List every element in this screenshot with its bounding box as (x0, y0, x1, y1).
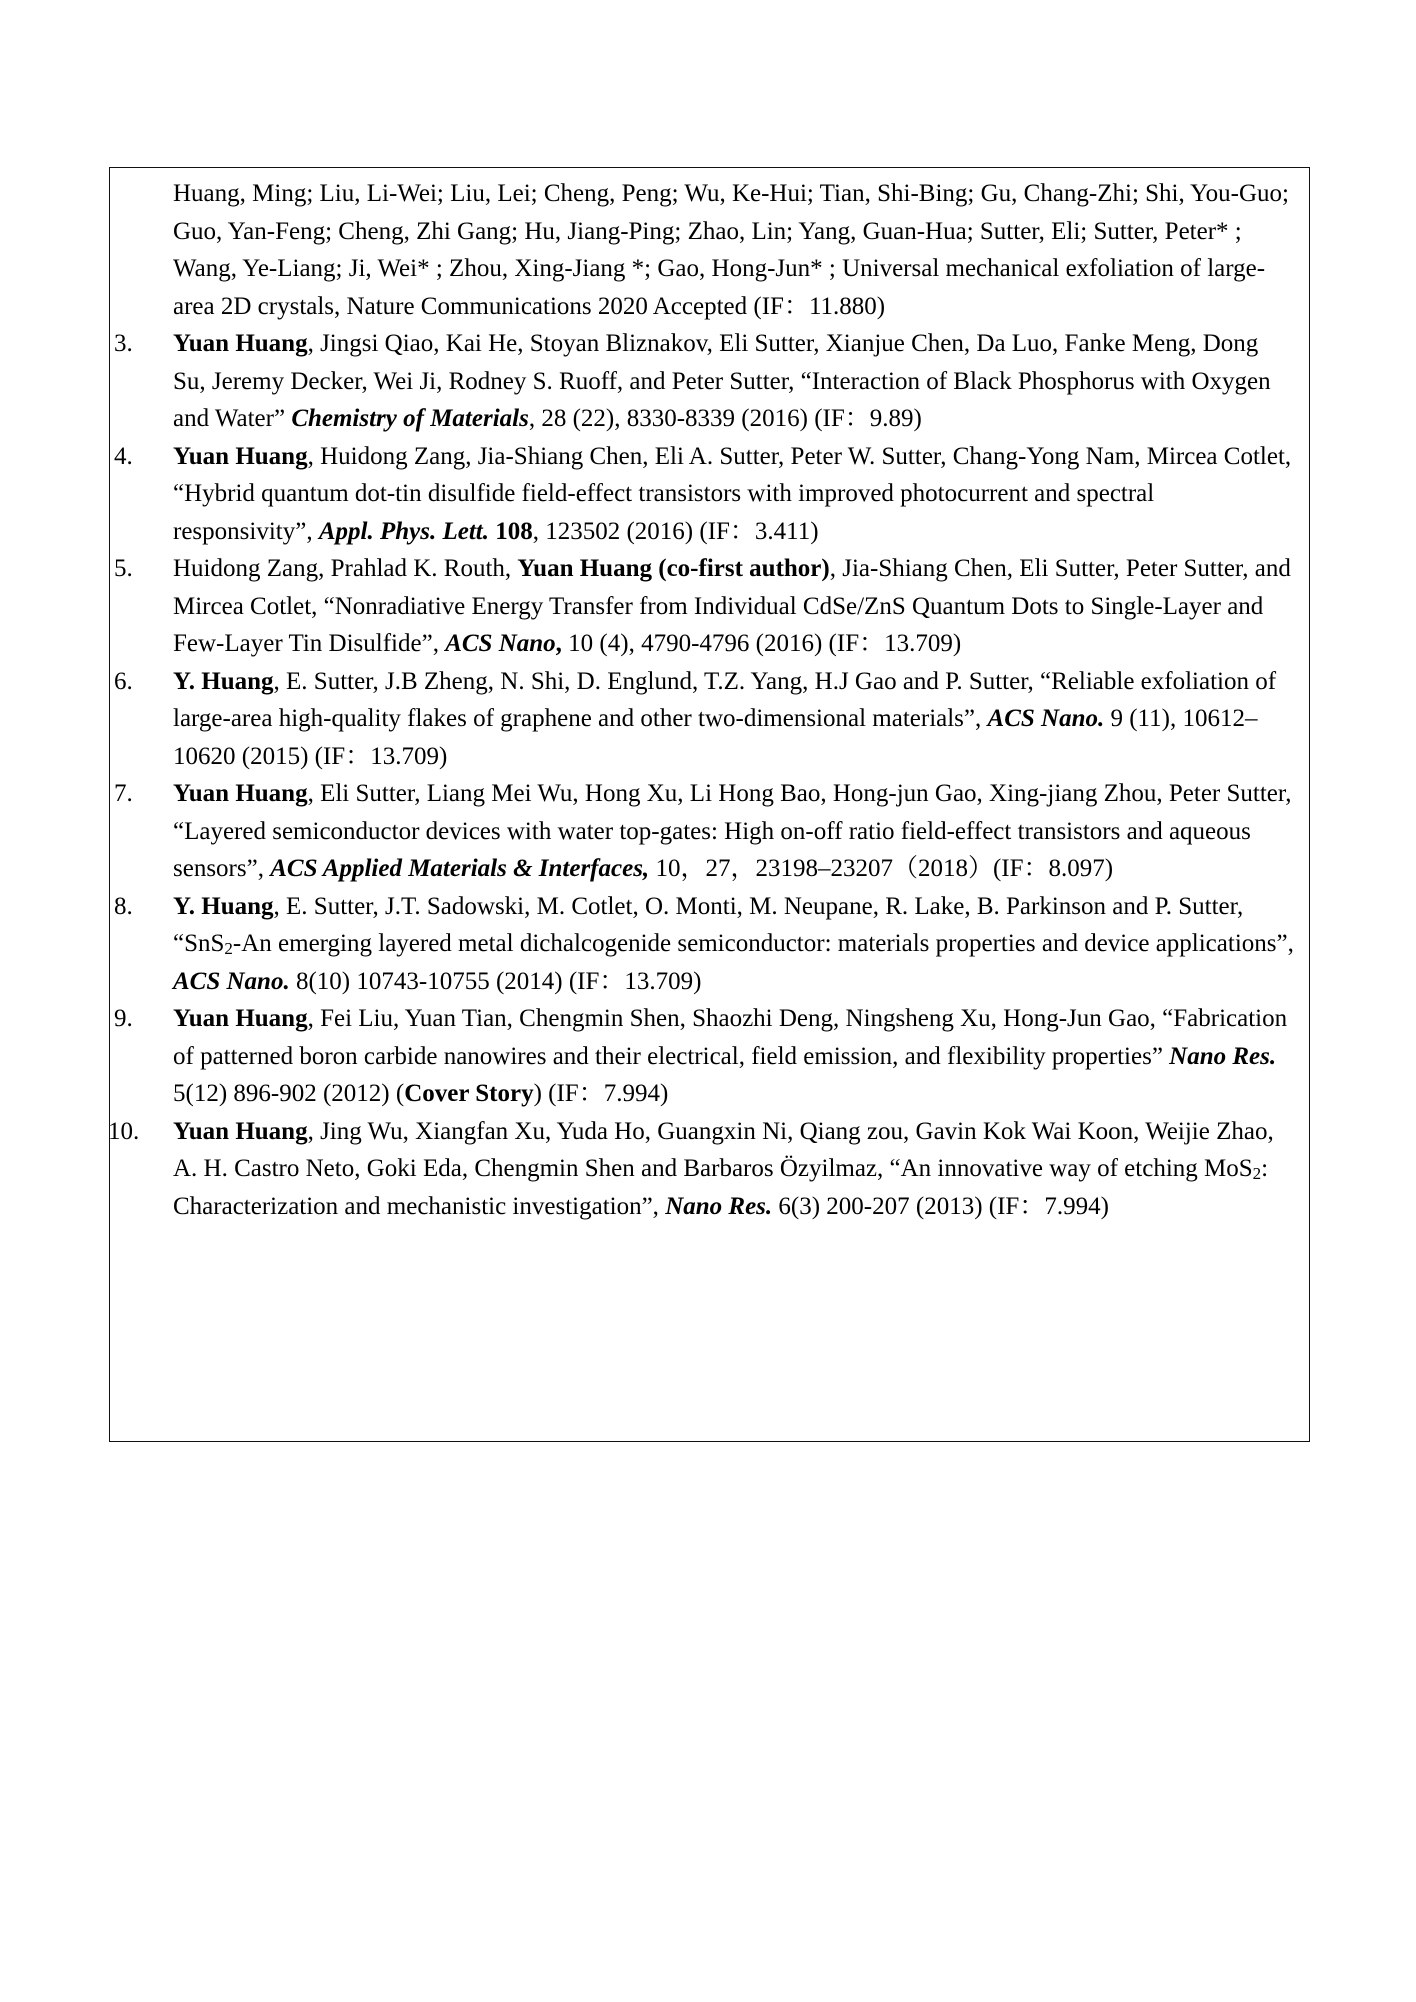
publication-entry (110, 1000, 1309, 1113)
publication-number: 7. (114, 780, 133, 807)
publication-citation (173, 1000, 1297, 1113)
citation-segment: Yuan Huang (173, 1117, 308, 1145)
publication-number: 10. (108, 1117, 140, 1145)
citation-segment: ACS Applied Materials & Interfaces, (270, 855, 650, 882)
citation-segment: , Jing Wu, Xiangfan Xu, Yuda Ho, Guangxin Ni, Qiang zou, Gavin Kok Wai Koon, Weijie Zhao, A. H. Castro Neto, Goki Eda, Chengmin Shen and Barbaros Özyilmaz, “An innovative way of etching MoS (173, 1117, 1274, 1182)
publication-entry (110, 775, 1309, 888)
citation-segment: , E. Sutter, J.B Zheng, N. Shi, D. Englund, T.Z. Yang, H.J Gao and P. Sutter, “Reliable exfoliation of large-area high-quality flakes of graphene and other two-dimensional materials”, (173, 667, 1277, 732)
citation-segment: 5(12) 896-902 (2012) ( (173, 1080, 405, 1107)
publication-entry (110, 1113, 1309, 1226)
citation-segment: Nano Res. (665, 1192, 773, 1220)
citation-segment: ACS Nano (445, 630, 556, 657)
publication-entry (110, 175, 1309, 325)
citation-segment: , E. Sutter, J.T. Sadowski, M. Cotlet, O. Monti, M. Neupane, R. Lake, B. Parkinson and P. Sutter, “SnS (173, 892, 1244, 957)
publication-entry (110, 325, 1309, 438)
citation-segment: 108 (495, 517, 533, 545)
citation-segment: Huidong Zang, Prahlad K. Routh, (173, 555, 518, 582)
publication-citation (173, 438, 1297, 551)
citation-segment: : Characterization and mechanistic investigation”, (173, 1155, 1269, 1220)
publication-entry (110, 888, 1309, 1001)
publication-entry (110, 663, 1309, 776)
subscript: 2 (224, 939, 233, 958)
citation-segment: Yuan Huang (173, 1005, 308, 1032)
citation-segment: 6(3) 200-207 (2013) (IF：7.994) (772, 1192, 1109, 1220)
publication-number: 6. (114, 667, 133, 695)
citation-segment: Yuan Huang (173, 442, 308, 470)
citation-segment: ACS Nano. (987, 705, 1105, 732)
citation-segment: Huang, Ming; Liu, Li-Wei; Liu, Lei; Cheng, Peng; Wu, Ke-Hui; Tian, Shi-Bing; Gu, Chang-Zhi; Shi, You-Guo; Guo, Yan-Feng; Cheng, Zhi Gang; Hu, Jiang-Ping; Zhao, Lin; Yang, Guan-Hua; Sutter, Eli; Sutter, Peter* ; Wang, Ye-Liang; Ji, Wei* ; Zhou, Xing-Jiang *; Gao, Hong-Jun* ; Universal mechanical exfoliation of large-area 2D crystals, Nature Communications 2020 Accepted (IF：11.880) (173, 180, 1289, 320)
publication-entry (110, 438, 1309, 551)
citation-segment: Appl. Phys. Lett. (318, 517, 489, 545)
citation-segment: ) (IF：7.994) (533, 1080, 669, 1107)
citation-segment: Yuan Huang (173, 780, 308, 807)
citation-segment: , 28 (22), 8330-8339 (2016) (IF：9.89) (528, 405, 922, 432)
citation-segment: Cover Story (404, 1080, 534, 1107)
publication-citation (173, 1113, 1297, 1226)
citation-segment: 10 (4), 4790-4796 (2016) (IF：13.709) (561, 630, 962, 657)
publication-number: 8. (114, 892, 133, 920)
citation-segment: Nano Res. (1169, 1042, 1277, 1070)
subscript: 2 (1252, 1164, 1262, 1183)
publication-number: 5. (114, 555, 133, 582)
citation-segment: Yuan Huang (173, 330, 308, 357)
citation-segment: 8(10) 10743-10755 (2014) (IF：13.709) (289, 967, 702, 995)
citation-segment: 9 (11), 10612–10620 (2015) (IF：13.709) (173, 705, 1258, 770)
publication-citation (173, 325, 1297, 438)
citation-segment: Yuan Huang (co-first author) (517, 555, 830, 582)
citation-segment: Y. Huang (173, 667, 274, 695)
publication-citation (173, 775, 1297, 888)
publication-entry (110, 550, 1309, 663)
citation-segment: , Huidong Zang, Jia-Shiang Chen, Eli A. Sutter, Peter W. Sutter, Chang-Yong Nam, Mircea Cotlet, “Hybrid quantum dot-tin disulfide field-effect transistors with improved photocurrent and spectral responsivity”, (173, 442, 1292, 545)
citation-segment: , Eli Sutter, Liang Mei Wu, Hong Xu, Li Hong Bao, Hong-jun Gao, Xing-jiang Zhou, Peter Sutter, “Layered semiconductor devices with water top-gates: High on-off ratio field-effect transistors and aqueous sensors”, (173, 780, 1292, 882)
citation-segment: , Fei Liu, Yuan Tian, Chengmin Shen, Shaozhi Deng, Ningsheng Xu, Hong-Jun Gao, “Fabrication of patterned boron carbide nanowires and their electrical, field emission, and flexibility properties” (173, 1005, 1288, 1070)
publication-list (110, 175, 1309, 1225)
publication-citation (173, 888, 1297, 1001)
citation-segment: , Jingsi Qiao, Kai He, Stoyan Bliznakov, Eli Sutter, Xianjue Chen, Da Luo, Fanke Meng, Dong Su, Jeremy Decker, Wei Ji, Rodney S. Ruoff, and Peter Sutter, “Interaction of Black Phosphorus with Oxygen and Water” (173, 330, 1271, 432)
citation-segment: ACS Nano. (173, 967, 290, 995)
citation-segment: , Jia-Shiang Chen, Eli Sutter, Peter Sutter, and Mircea Cotlet, “Nonradiative Energy Transfer from Individual CdSe/ZnS Quantum Dots to Single-Layer and Few-Layer Tin Disulfide”, (173, 555, 1291, 657)
citation-segment: Y. Huang (173, 892, 274, 920)
publication-number: 3. (114, 330, 133, 357)
publication-list-box (109, 167, 1310, 1442)
citation-segment: -An emerging layered metal dichalcogenide semiconductor: materials properties and device applications”, (232, 930, 1294, 957)
publication-citation (173, 175, 1297, 325)
citation-segment: 10，27，23198–23207（2018）(IF：8.097) (649, 855, 1114, 882)
publication-citation (173, 663, 1297, 776)
citation-segment: Chemistry of Materials (291, 405, 529, 432)
publication-number: 9. (114, 1005, 133, 1032)
publication-number: 4. (114, 442, 133, 470)
citation-segment: , 123502 (2016) (IF：3.411) (532, 517, 819, 545)
publication-citation (173, 550, 1297, 663)
citation-segment: , (555, 630, 562, 657)
